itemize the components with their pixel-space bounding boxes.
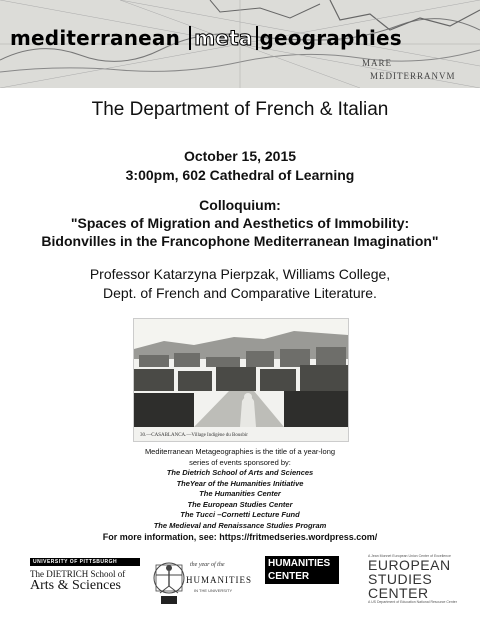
sponsor-item: The Dietrich School of Arts and Sciences bbox=[166, 468, 314, 477]
bidonville-illustration bbox=[134, 319, 348, 441]
sponsor-item: The Humanities Center bbox=[199, 489, 281, 498]
series-title-part: mediterranean bbox=[10, 26, 181, 50]
sponsor-item: The Tucci –Cornetti Lecture Fund bbox=[180, 510, 300, 519]
series-title-meta: meta bbox=[189, 26, 257, 50]
pitt-logo-line: The DIETRICH School of bbox=[30, 569, 126, 579]
series-description bbox=[0, 447, 480, 531]
series-title-part: geographies bbox=[259, 26, 402, 50]
esc-logo-tiny: A US Department of Education National Resource Center bbox=[368, 600, 457, 604]
esc-logo-tiny: A Jean Monnet European Union Center of Excellence bbox=[368, 554, 451, 558]
event-time-place: 3:00pm, 602 Cathedral of Learning bbox=[125, 167, 355, 183]
description-line: series of events sponsored by: bbox=[189, 457, 291, 467]
pitt-logo-line: Arts & Sciences bbox=[30, 578, 121, 593]
event-date: October 15, 2015 bbox=[183, 148, 297, 164]
talk-title-line: Bidonvilles in the Francophone Mediterranean Imagination" bbox=[41, 233, 439, 249]
map-label: MEDITERRANVM bbox=[370, 71, 456, 81]
event-title bbox=[0, 196, 480, 250]
european-studies-center-logo bbox=[368, 554, 474, 604]
banner bbox=[0, 0, 480, 88]
esc-logo-line: EUROPEAN bbox=[368, 557, 451, 573]
yoh-logo-tiny: IN THE UNIVERSITY bbox=[194, 588, 233, 593]
humanities-logo-line: CENTER bbox=[268, 571, 310, 582]
yoh-logo-small: the year of the bbox=[190, 562, 225, 568]
sponsor-logos bbox=[0, 552, 480, 621]
humanities-center-logo bbox=[265, 556, 339, 584]
sponsor-item: The European Studies Center bbox=[187, 499, 293, 509]
sponsor-item: TheYear of the Humanities Initiative bbox=[176, 478, 304, 488]
esc-logo-line: STUDIES bbox=[368, 571, 433, 587]
yoh-logo-big: HUMANITIES bbox=[186, 575, 252, 585]
sponsor-item: The Medieval and Renaissance Studies Program bbox=[153, 520, 327, 530]
pitt-dietrich-logo bbox=[30, 558, 140, 593]
event-datetime bbox=[0, 147, 480, 185]
speaker-line: Professor Katarzyna Pierpzak, Williams College, bbox=[89, 266, 391, 282]
more-info-link[interactable]: For more information, see: https://fritmedseries.wordpress.com/ bbox=[102, 532, 378, 542]
photo-caption: 30.—CASABLANCA.—Village Indigène du Bousbir bbox=[140, 433, 248, 438]
pitt-logo-bar: UNIVERSITY OF PITTSBURGH bbox=[30, 558, 140, 566]
humanities-logo-line: HUMANITIES bbox=[268, 558, 331, 569]
description-line: Mediterranean Metageographies is the title of a year-long bbox=[144, 447, 336, 456]
speaker-line: Dept. of French and Comparative Literature. bbox=[103, 285, 377, 301]
talk-title-line: "Spaces of Migration and Aesthetics of Immobility: bbox=[70, 215, 410, 231]
casablanca-photo bbox=[133, 318, 349, 442]
series-title bbox=[10, 26, 402, 50]
event-type: Colloquium: bbox=[199, 197, 281, 213]
speaker bbox=[0, 265, 480, 303]
department-title: The Department of French & Italian bbox=[91, 99, 389, 120]
vitruvian-icon bbox=[152, 556, 186, 606]
year-of-humanities-logo bbox=[150, 552, 250, 618]
esc-logo-line: CENTER bbox=[368, 585, 429, 601]
map-label: MARE bbox=[362, 58, 393, 68]
